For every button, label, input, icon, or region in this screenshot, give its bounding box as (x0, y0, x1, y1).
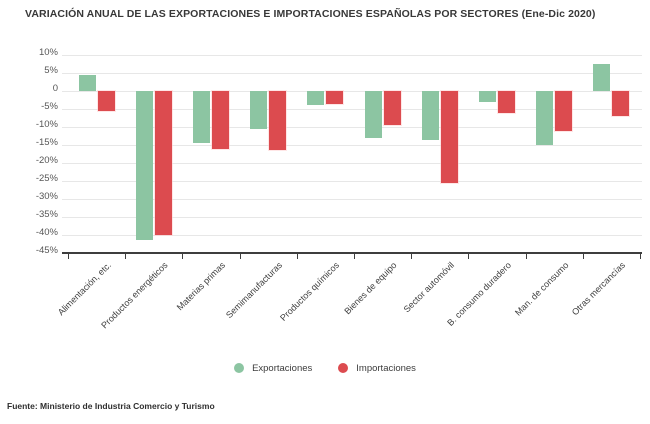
bar-exportaciones-3 (193, 91, 210, 143)
x-axis-label-9: Man. de consumo (512, 260, 571, 318)
y-tick-label: -15% (35, 137, 58, 148)
x-tick-mark (68, 253, 69, 259)
bar-exportaciones-7 (422, 91, 439, 140)
bar-exportaciones-9 (536, 91, 553, 145)
x-axis-label-10: Otras mercancías (570, 260, 628, 318)
x-axis-label-5: Productos químicos (278, 260, 342, 323)
bar-exportaciones-10 (593, 64, 610, 91)
bar-importaciones-6 (384, 91, 401, 125)
x-tick-mark (125, 253, 126, 259)
bar-exportaciones-8 (479, 91, 496, 102)
bar-importaciones-1 (98, 91, 115, 111)
x-axis-label-8: B. consumo duradero (445, 260, 514, 328)
gridline-5% (62, 73, 642, 74)
x-tick-mark (411, 253, 412, 259)
x-tick-mark (354, 253, 355, 259)
bar-importaciones-4 (269, 91, 286, 150)
legend-dot-importaciones (338, 363, 348, 373)
bar-importaciones-2 (155, 91, 172, 235)
y-tick-label: -25% (35, 173, 58, 184)
source-note: Fuente: Ministerio de Industria Comercio y Turismo (7, 401, 215, 411)
bar-importaciones-8 (498, 91, 515, 113)
x-tick-mark (583, 253, 584, 259)
x-axis-label-1: Alimentación, etc. (55, 260, 113, 318)
x-tick-mark (297, 253, 298, 259)
legend-item-importaciones (338, 363, 416, 374)
x-axis-labels (0, 260, 650, 355)
y-tick-label: -30% (35, 191, 58, 202)
bar-exportaciones-2 (136, 91, 153, 240)
bar-exportaciones-1 (79, 75, 96, 91)
x-axis-label-2: Productos energéticos (99, 260, 170, 331)
legend-item-exportaciones (234, 363, 312, 374)
chart-legend (0, 360, 650, 376)
bar-exportaciones-6 (365, 91, 382, 138)
y-tick-label: -35% (35, 209, 58, 220)
bar-importaciones-3 (212, 91, 229, 149)
bar-exportaciones-5 (307, 91, 324, 105)
bar-importaciones-9 (555, 91, 572, 131)
legend-dot-exportaciones (234, 363, 244, 373)
x-axis-line (62, 252, 642, 254)
x-tick-mark (640, 253, 641, 259)
gridline-10% (62, 55, 642, 56)
x-axis-label-3: Materias primas (174, 260, 228, 313)
x-axis-label-6: Bienes de equipo (342, 260, 399, 317)
bar-importaciones-7 (441, 91, 458, 183)
y-tick-label: 5% (44, 65, 58, 76)
bar-importaciones-5 (326, 91, 343, 104)
x-axis-label-4: Semimanufacturas (224, 260, 285, 321)
legend-label-exportaciones: Exportaciones (252, 362, 313, 374)
chart-title: VARIACIÓN ANUAL DE LAS EXPORTACIONES E IMPORTACIONES ESPAÑOLAS POR SECTORES (Ene-Dic 2020) (25, 8, 596, 20)
y-tick-label: 10% (38, 47, 58, 58)
plot-area (35, 47, 642, 256)
y-tick-label: -45% (35, 245, 58, 256)
bar-exportaciones-4 (250, 91, 267, 129)
y-tick-label: -20% (35, 155, 58, 166)
bar-importaciones-10 (612, 91, 629, 116)
x-tick-mark (526, 253, 527, 259)
y-tick-label: -40% (35, 227, 58, 238)
legend-label-importaciones: Importaciones (356, 362, 416, 374)
x-tick-mark (240, 253, 241, 259)
y-tick-label: -5% (41, 101, 58, 112)
x-axis-label-7: Sector automóvil (401, 260, 456, 315)
y-tick-label: 0 (52, 83, 58, 94)
x-tick-mark (468, 253, 469, 259)
x-tick-mark (182, 253, 183, 259)
y-tick-label: -10% (35, 119, 58, 130)
